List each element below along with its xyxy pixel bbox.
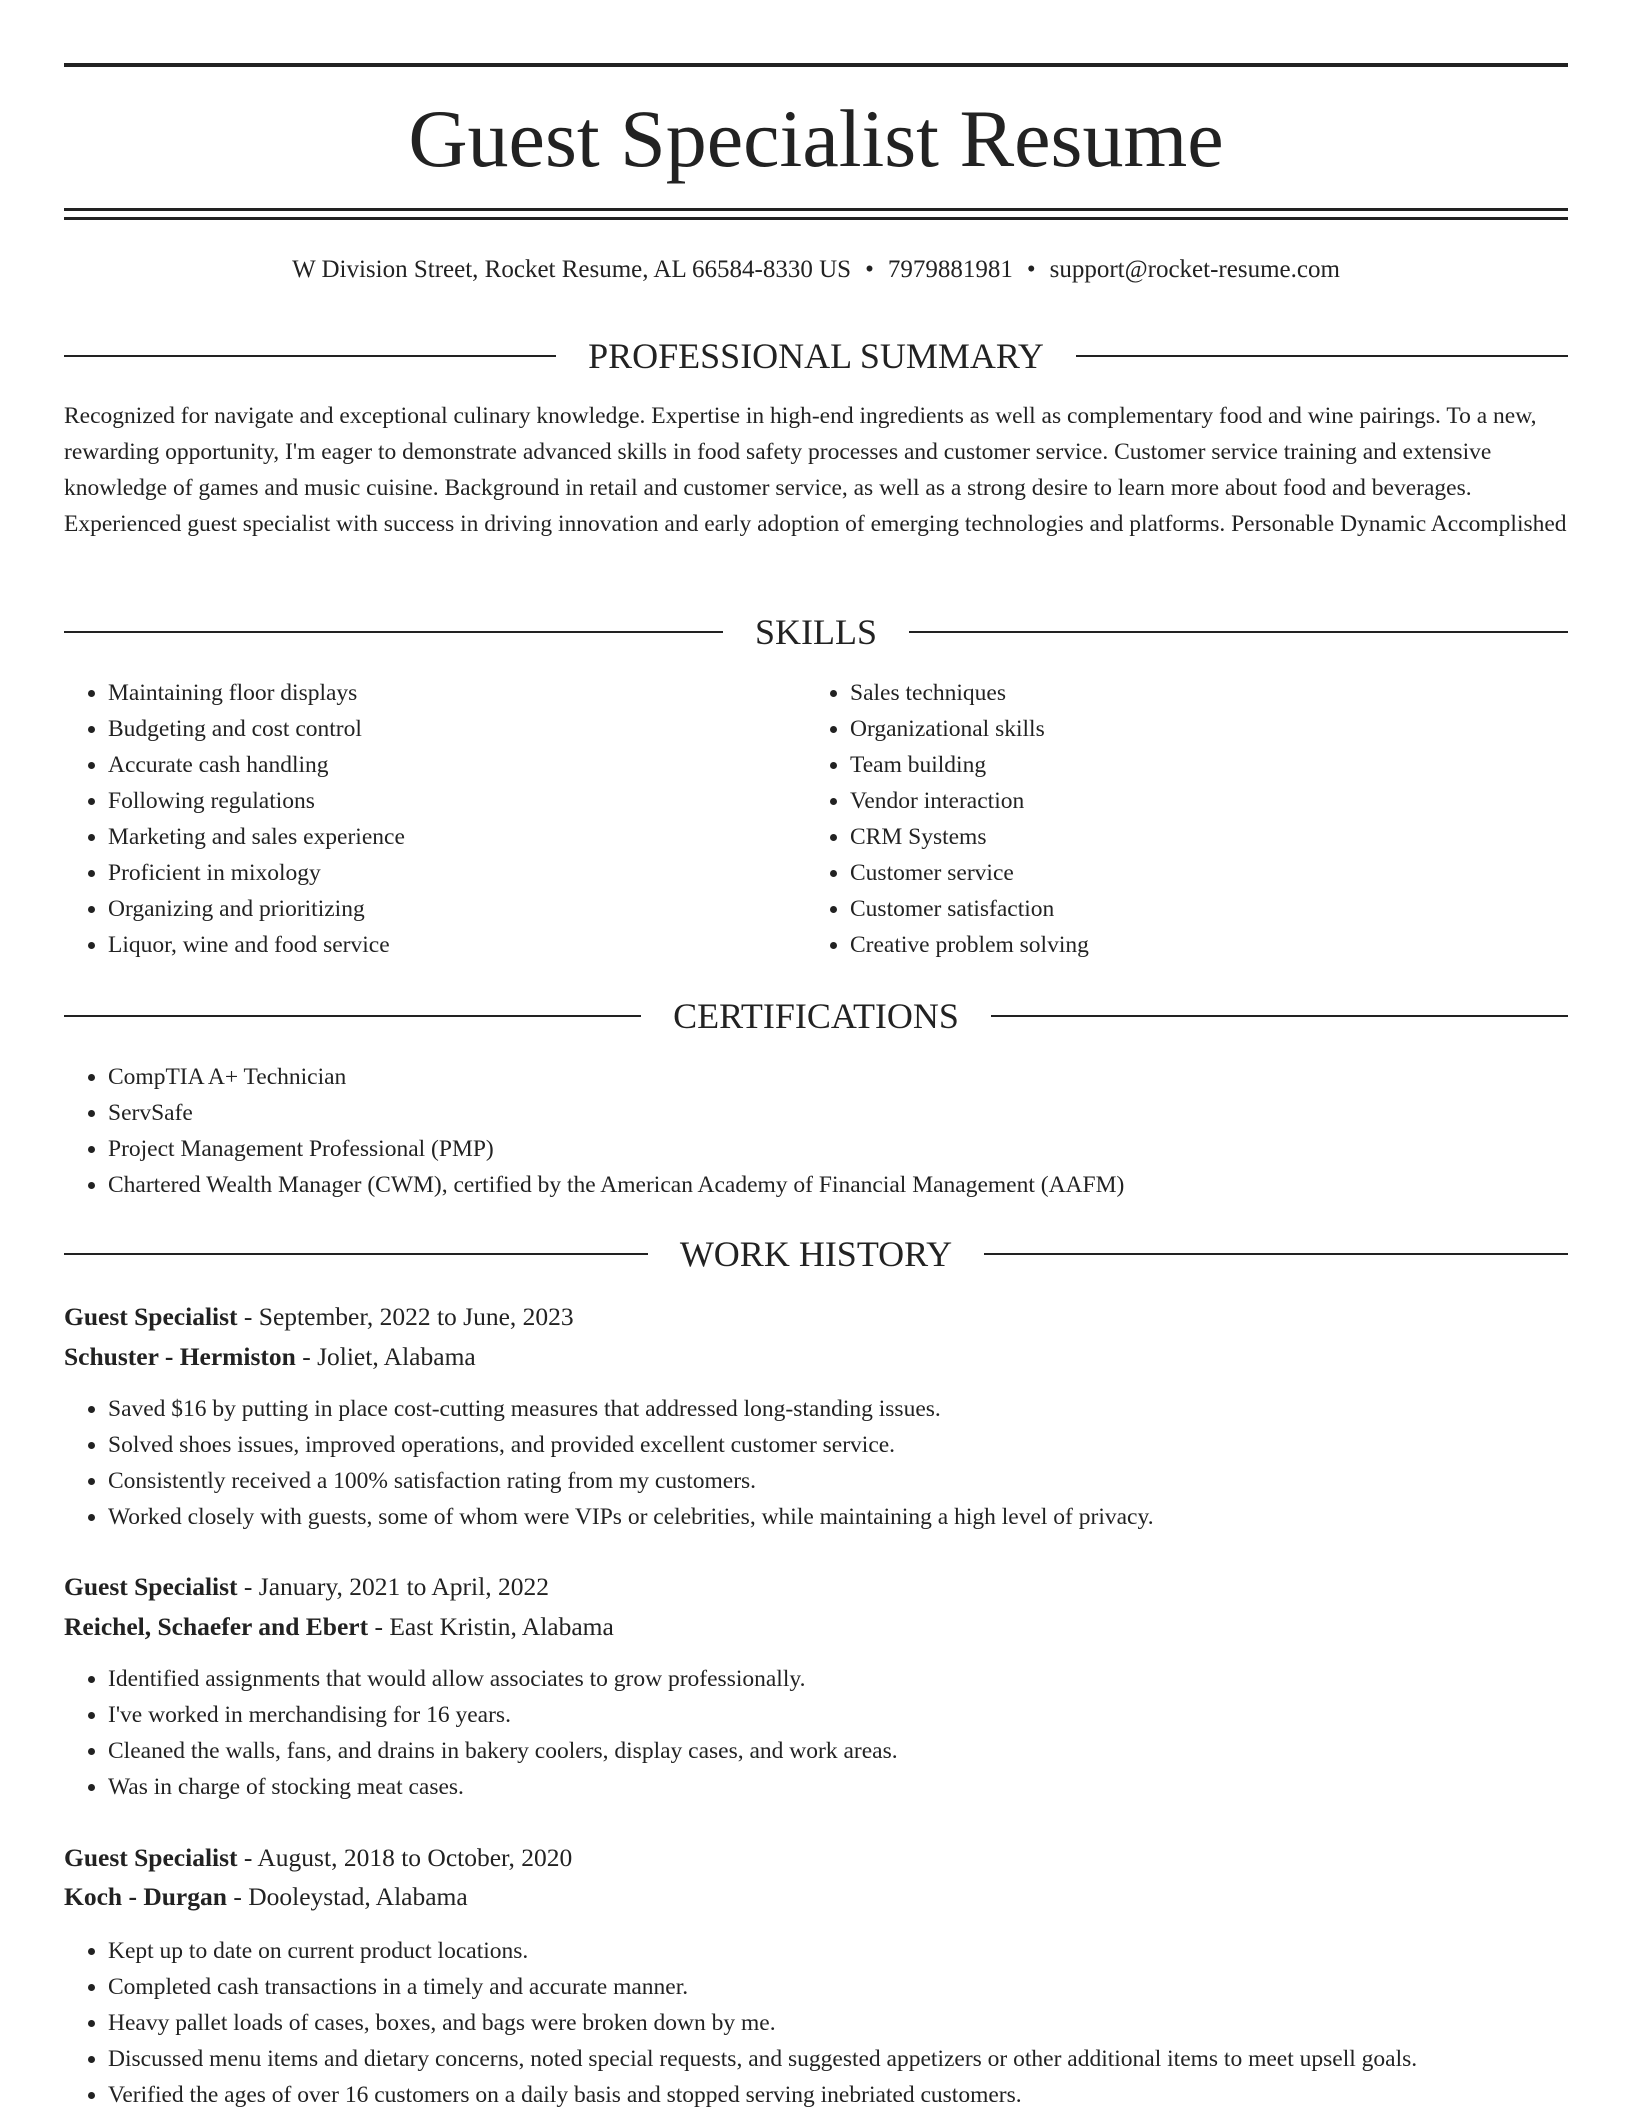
section-title: CERTIFICATIONS <box>673 996 959 1036</box>
certification-item: • ServSafe <box>108 1095 1568 1131</box>
contact-separator: • <box>1026 256 1036 283</box>
job-title: Guest Specialist <box>64 1302 238 1331</box>
contact-address: W Division Street, Rocket Resume, AL 66584-8330 US <box>292 256 852 283</box>
section-heading-certifications <box>64 991 1568 1041</box>
job-bullet: • Kept up to date on current product locations. <box>108 1933 1568 1969</box>
section-heading-summary <box>64 331 1568 381</box>
contact-email[interactable]: support@rocket-resume.com <box>1049 256 1340 283</box>
section-heading-skills <box>64 607 1568 657</box>
heading-rule <box>1076 355 1568 357</box>
section-heading-work-history <box>64 1229 1568 1279</box>
job-bullet: • I've worked in merchandising for 16 years. <box>108 1697 1568 1733</box>
job-company: Schuster - Hermiston <box>64 1342 296 1371</box>
skill-item: • Budgeting and cost control <box>108 711 808 747</box>
heading-rule <box>991 1015 1568 1017</box>
job-bullet: • Completed cash transactions in a timely and accurate manner. <box>108 1969 1568 2005</box>
job-bullet: • Saved $16 by putting in place cost-cutting measures that addressed long-standing issues. <box>108 1391 1568 1427</box>
job-company-line: Koch - Durgan - Dooleystad, Alabama <box>64 1882 468 1911</box>
summary-text: Recognized for navigate and exceptional culinary knowledge. Expertise in high-end ingredients as well as complementary food and wine pairings. To a new, rewarding opportunity, I'm eager to demonstrate advanced skills in food safety processes and customer service. Customer service training and extensive knowledge of games and music cuisine. Background in retail and customer service, as well as a strong desire to learn more about food and beverages. Experienced guest specialist with success in driving innovation and early adoption of emerging technologies and platforms. Personable Dynamic Accomplished <box>64 403 1567 537</box>
job-heading: Guest Specialist - August, 2018 to October, 2020 <box>64 1843 573 1872</box>
job-bullets <box>64 1933 1568 2113</box>
skill-item: • Proficient in mixology <box>108 855 808 891</box>
job-bullet: • Solved shoes issues, improved operations, and provided excellent customer service. <box>108 1427 1568 1463</box>
job-company-line: Reichel, Schaefer and Ebert - East Kristin, Alabama <box>64 1612 614 1641</box>
job-company: Reichel, Schaefer and Ebert <box>64 1612 369 1641</box>
job-dates: January, 2021 to April, 2022 <box>258 1572 549 1601</box>
heading-rule <box>984 1253 1568 1255</box>
job-bullet: • Cleaned the walls, fans, and drains in bakery coolers, display cases, and work areas. <box>108 1733 1568 1769</box>
contact-line <box>64 252 1568 288</box>
skill-item: • Liquor, wine and food service <box>108 927 808 963</box>
heading-rule <box>64 355 556 357</box>
job-location: Dooleystad, Alabama <box>248 1882 468 1911</box>
skill-item: • Marketing and sales experience <box>108 819 808 855</box>
job-dates: August, 2018 to October, 2020 <box>257 1843 573 1872</box>
skill-item: • Maintaining floor displays <box>108 675 808 711</box>
job-bullet: • Identified assignments that would allow associates to grow professionally. <box>108 1661 1568 1697</box>
job-title: Guest Specialist <box>64 1843 238 1872</box>
skill-item: • CRM Systems <box>850 819 1550 855</box>
skill-item: • Team building <box>850 747 1550 783</box>
skill-item: • Customer service <box>850 855 1550 891</box>
job-bullet: • Was in charge of stocking meat cases. <box>108 1769 1568 1805</box>
job-heading: Guest Specialist - September, 2022 to June, 2023 <box>64 1302 574 1331</box>
skill-item: • Sales techniques <box>850 675 1550 711</box>
skill-item: • Vendor interaction <box>850 783 1550 819</box>
top-rule <box>64 63 1568 67</box>
contact-separator: • <box>865 256 874 283</box>
job-bullet: • Verified the ages of over 16 customers on a daily basis and stopped serving inebriated customers. <box>108 2077 1568 2113</box>
skill-item: • Following regulations <box>108 783 808 819</box>
skill-item: • Creative problem solving <box>850 927 1550 963</box>
skill-item: • Organizational skills <box>850 711 1550 747</box>
certification-item: • Chartered Wealth Manager (CWM), certified by the American Academy of Financial Management (AAFM) <box>108 1167 1568 1203</box>
section-title: SKILLS <box>755 612 878 652</box>
certification-item: • CompTIA A+ Technician <box>108 1059 1568 1095</box>
job-bullets <box>64 1661 1568 1805</box>
title-double-rule <box>64 208 1568 220</box>
skill-item: • Accurate cash handling <box>108 747 808 783</box>
section-title: WORK HISTORY <box>679 1234 953 1274</box>
job-bullet: • Discussed menu items and dietary concerns, noted special requests, and suggested appetizers or other additional items to meet upsell goals. <box>108 2041 1568 2077</box>
skills-list-left <box>64 675 808 963</box>
job-company-line: Schuster - Hermiston - Joliet, Alabama <box>64 1342 476 1371</box>
certifications-list <box>64 1059 1568 1203</box>
job-bullet: • Consistently received a 100% satisfaction rating from my customers. <box>108 1463 1568 1499</box>
skills-list-right <box>806 675 1550 963</box>
heading-rule <box>64 1015 641 1017</box>
heading-rule <box>64 1253 648 1255</box>
heading-rule <box>909 631 1568 633</box>
job-company: Koch - Durgan <box>64 1882 227 1911</box>
contact-phone: 7979881981 <box>887 256 1013 283</box>
job-bullet: • Worked closely with guests, some of whom were VIPs or celebrities, while maintaining a high level of privacy. <box>108 1499 1568 1535</box>
skill-item: • Organizing and prioritizing <box>108 891 808 927</box>
certification-item: • Project Management Professional (PMP) <box>108 1131 1568 1167</box>
job-title: Guest Specialist <box>64 1572 238 1601</box>
skill-item: • Customer satisfaction <box>850 891 1550 927</box>
page-title: Guest Specialist Resume <box>408 93 1224 184</box>
section-title: PROFESSIONAL SUMMARY <box>588 336 1044 376</box>
heading-rule <box>64 631 723 633</box>
job-dates: September, 2022 to June, 2023 <box>258 1302 574 1331</box>
job-heading: Guest Specialist - January, 2021 to April, 2022 <box>64 1572 549 1601</box>
job-location: Joliet, Alabama <box>317 1342 476 1371</box>
job-bullets <box>64 1391 1568 1535</box>
job-location: East Kristin, Alabama <box>389 1612 614 1641</box>
job-bullet: • Heavy pallet loads of cases, boxes, and bags were broken down by me. <box>108 2005 1568 2041</box>
